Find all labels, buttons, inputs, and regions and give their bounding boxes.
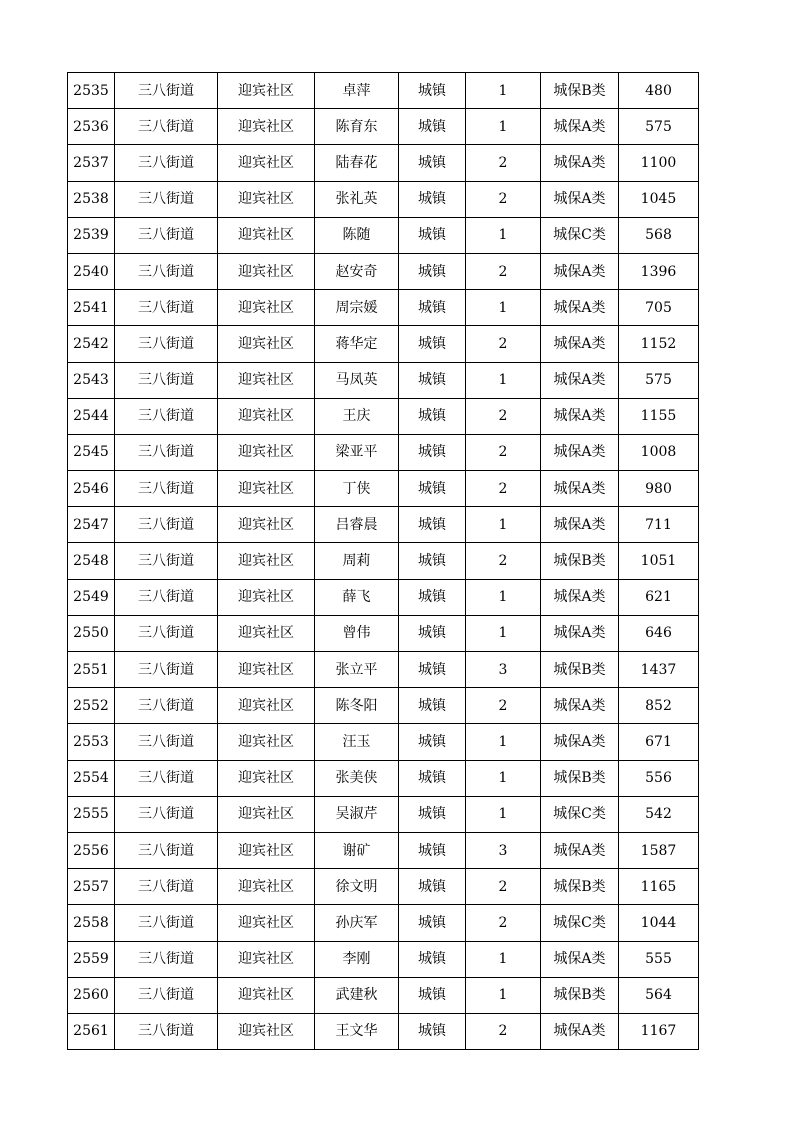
insurance-category-cell: 城保A类	[541, 253, 619, 289]
amount-cell: 1396	[619, 253, 699, 289]
member-count-cell: 3	[466, 832, 541, 868]
amount-cell: 852	[619, 688, 699, 724]
member-count-cell: 2	[466, 253, 541, 289]
street-cell: 三八街道	[115, 434, 218, 470]
household-type-cell: 城镇	[399, 869, 466, 905]
community-cell: 迎宾社区	[218, 724, 315, 760]
street-cell: 三八街道	[115, 977, 218, 1013]
roster-table-body	[68, 73, 699, 1050]
roster-table	[67, 72, 699, 1050]
amount-cell: 564	[619, 977, 699, 1013]
community-cell: 迎宾社区	[218, 1013, 315, 1049]
person-name-cell: 陈随	[315, 217, 399, 253]
street-cell: 三八街道	[115, 832, 218, 868]
insurance-category-cell: 城保C类	[541, 796, 619, 832]
serial-number-cell: 2541	[68, 290, 115, 326]
household-type-cell: 城镇	[399, 73, 466, 109]
member-count-cell: 1	[466, 796, 541, 832]
amount-cell: 575	[619, 109, 699, 145]
street-cell: 三八街道	[115, 579, 218, 615]
street-cell: 三八街道	[115, 869, 218, 905]
household-type-cell: 城镇	[399, 290, 466, 326]
community-cell: 迎宾社区	[218, 362, 315, 398]
member-count-cell: 1	[466, 941, 541, 977]
insurance-category-cell: 城保A类	[541, 181, 619, 217]
amount-cell: 1044	[619, 905, 699, 941]
member-count-cell: 2	[466, 471, 541, 507]
table-row	[68, 724, 699, 760]
person-name-cell: 卓萍	[315, 73, 399, 109]
street-cell: 三八街道	[115, 471, 218, 507]
person-name-cell: 张美侠	[315, 760, 399, 796]
street-cell: 三八街道	[115, 941, 218, 977]
table-row	[68, 869, 699, 905]
person-name-cell: 陈育东	[315, 109, 399, 145]
street-cell: 三八街道	[115, 109, 218, 145]
person-name-cell: 徐文明	[315, 869, 399, 905]
amount-cell: 568	[619, 217, 699, 253]
serial-number-cell: 2554	[68, 760, 115, 796]
insurance-category-cell: 城保A类	[541, 615, 619, 651]
serial-number-cell: 2561	[68, 1013, 115, 1049]
member-count-cell: 1	[466, 217, 541, 253]
table-row	[68, 145, 699, 181]
table-row	[68, 109, 699, 145]
amount-cell: 542	[619, 796, 699, 832]
household-type-cell: 城镇	[399, 977, 466, 1013]
insurance-category-cell: 城保B类	[541, 869, 619, 905]
serial-number-cell: 2545	[68, 434, 115, 470]
table-row	[68, 941, 699, 977]
street-cell: 三八街道	[115, 615, 218, 651]
household-type-cell: 城镇	[399, 543, 466, 579]
insurance-category-cell: 城保B类	[541, 760, 619, 796]
household-type-cell: 城镇	[399, 615, 466, 651]
person-name-cell: 孙庆军	[315, 905, 399, 941]
community-cell: 迎宾社区	[218, 507, 315, 543]
table-row	[68, 398, 699, 434]
household-type-cell: 城镇	[399, 760, 466, 796]
insurance-category-cell: 城保A类	[541, 579, 619, 615]
insurance-category-cell: 城保A类	[541, 398, 619, 434]
community-cell: 迎宾社区	[218, 905, 315, 941]
street-cell: 三八街道	[115, 253, 218, 289]
person-name-cell: 吕睿晨	[315, 507, 399, 543]
household-type-cell: 城镇	[399, 688, 466, 724]
household-type-cell: 城镇	[399, 362, 466, 398]
table-row	[68, 688, 699, 724]
person-name-cell: 陈冬阳	[315, 688, 399, 724]
insurance-category-cell: 城保B类	[541, 652, 619, 688]
community-cell: 迎宾社区	[218, 543, 315, 579]
amount-cell: 1165	[619, 869, 699, 905]
person-name-cell: 曾伟	[315, 615, 399, 651]
serial-number-cell: 2539	[68, 217, 115, 253]
amount-cell: 1051	[619, 543, 699, 579]
member-count-cell: 2	[466, 543, 541, 579]
amount-cell: 1587	[619, 832, 699, 868]
insurance-category-cell: 城保A类	[541, 434, 619, 470]
household-type-cell: 城镇	[399, 398, 466, 434]
amount-cell: 671	[619, 724, 699, 760]
member-count-cell: 3	[466, 652, 541, 688]
amount-cell: 575	[619, 362, 699, 398]
street-cell: 三八街道	[115, 326, 218, 362]
household-type-cell: 城镇	[399, 724, 466, 760]
household-type-cell: 城镇	[399, 109, 466, 145]
community-cell: 迎宾社区	[218, 73, 315, 109]
household-type-cell: 城镇	[399, 579, 466, 615]
member-count-cell: 2	[466, 1013, 541, 1049]
person-name-cell: 李刚	[315, 941, 399, 977]
community-cell: 迎宾社区	[218, 977, 315, 1013]
community-cell: 迎宾社区	[218, 471, 315, 507]
household-type-cell: 城镇	[399, 1013, 466, 1049]
street-cell: 三八街道	[115, 543, 218, 579]
insurance-category-cell: 城保A类	[541, 471, 619, 507]
community-cell: 迎宾社区	[218, 579, 315, 615]
person-name-cell: 梁亚平	[315, 434, 399, 470]
table-row	[68, 73, 699, 109]
street-cell: 三八街道	[115, 796, 218, 832]
household-type-cell: 城镇	[399, 832, 466, 868]
insurance-category-cell: 城保A类	[541, 724, 619, 760]
community-cell: 迎宾社区	[218, 181, 315, 217]
serial-number-cell: 2552	[68, 688, 115, 724]
person-name-cell: 陆春花	[315, 145, 399, 181]
household-type-cell: 城镇	[399, 434, 466, 470]
person-name-cell: 王庆	[315, 398, 399, 434]
community-cell: 迎宾社区	[218, 290, 315, 326]
roster-sheet	[67, 72, 698, 1050]
community-cell: 迎宾社区	[218, 253, 315, 289]
member-count-cell: 1	[466, 109, 541, 145]
street-cell: 三八街道	[115, 145, 218, 181]
amount-cell: 1152	[619, 326, 699, 362]
member-count-cell: 2	[466, 869, 541, 905]
amount-cell: 480	[619, 73, 699, 109]
serial-number-cell: 2558	[68, 905, 115, 941]
household-type-cell: 城镇	[399, 471, 466, 507]
table-row	[68, 471, 699, 507]
serial-number-cell: 2537	[68, 145, 115, 181]
amount-cell: 980	[619, 471, 699, 507]
table-row	[68, 362, 699, 398]
table-row	[68, 507, 699, 543]
table-row	[68, 1013, 699, 1049]
serial-number-cell: 2548	[68, 543, 115, 579]
table-row	[68, 290, 699, 326]
street-cell: 三八街道	[115, 1013, 218, 1049]
insurance-category-cell: 城保B类	[541, 977, 619, 1013]
household-type-cell: 城镇	[399, 796, 466, 832]
table-row	[68, 326, 699, 362]
serial-number-cell: 2555	[68, 796, 115, 832]
household-type-cell: 城镇	[399, 941, 466, 977]
serial-number-cell: 2549	[68, 579, 115, 615]
insurance-category-cell: 城保A类	[541, 145, 619, 181]
member-count-cell: 2	[466, 326, 541, 362]
member-count-cell: 1	[466, 724, 541, 760]
street-cell: 三八街道	[115, 362, 218, 398]
street-cell: 三八街道	[115, 905, 218, 941]
community-cell: 迎宾社区	[218, 109, 315, 145]
person-name-cell: 张立平	[315, 652, 399, 688]
person-name-cell: 薛飞	[315, 579, 399, 615]
amount-cell: 711	[619, 507, 699, 543]
insurance-category-cell: 城保A类	[541, 688, 619, 724]
amount-cell: 1100	[619, 145, 699, 181]
serial-number-cell: 2538	[68, 181, 115, 217]
table-row	[68, 253, 699, 289]
table-row	[68, 181, 699, 217]
insurance-category-cell: 城保C类	[541, 905, 619, 941]
community-cell: 迎宾社区	[218, 398, 315, 434]
member-count-cell: 1	[466, 760, 541, 796]
insurance-category-cell: 城保B类	[541, 543, 619, 579]
street-cell: 三八街道	[115, 507, 218, 543]
serial-number-cell: 2553	[68, 724, 115, 760]
table-row	[68, 543, 699, 579]
person-name-cell: 周宗媛	[315, 290, 399, 326]
table-row	[68, 652, 699, 688]
member-count-cell: 2	[466, 434, 541, 470]
serial-number-cell: 2560	[68, 977, 115, 1013]
person-name-cell: 马凤英	[315, 362, 399, 398]
insurance-category-cell: 城保C类	[541, 217, 619, 253]
table-row	[68, 579, 699, 615]
community-cell: 迎宾社区	[218, 217, 315, 253]
table-row	[68, 796, 699, 832]
insurance-category-cell: 城保A类	[541, 290, 619, 326]
insurance-category-cell: 城保B类	[541, 73, 619, 109]
serial-number-cell: 2542	[68, 326, 115, 362]
table-row	[68, 434, 699, 470]
community-cell: 迎宾社区	[218, 688, 315, 724]
insurance-category-cell: 城保A类	[541, 1013, 619, 1049]
household-type-cell: 城镇	[399, 217, 466, 253]
community-cell: 迎宾社区	[218, 145, 315, 181]
table-row	[68, 977, 699, 1013]
person-name-cell: 吴淑芹	[315, 796, 399, 832]
community-cell: 迎宾社区	[218, 832, 315, 868]
household-type-cell: 城镇	[399, 145, 466, 181]
community-cell: 迎宾社区	[218, 760, 315, 796]
amount-cell: 1008	[619, 434, 699, 470]
member-count-cell: 1	[466, 977, 541, 1013]
member-count-cell: 1	[466, 290, 541, 326]
serial-number-cell: 2547	[68, 507, 115, 543]
amount-cell: 556	[619, 760, 699, 796]
serial-number-cell: 2556	[68, 832, 115, 868]
amount-cell: 646	[619, 615, 699, 651]
street-cell: 三八街道	[115, 181, 218, 217]
serial-number-cell: 2544	[68, 398, 115, 434]
serial-number-cell: 2536	[68, 109, 115, 145]
table-row	[68, 615, 699, 651]
community-cell: 迎宾社区	[218, 652, 315, 688]
member-count-cell: 1	[466, 362, 541, 398]
person-name-cell: 周莉	[315, 543, 399, 579]
household-type-cell: 城镇	[399, 253, 466, 289]
amount-cell: 555	[619, 941, 699, 977]
insurance-category-cell: 城保A类	[541, 941, 619, 977]
serial-number-cell: 2540	[68, 253, 115, 289]
street-cell: 三八街道	[115, 724, 218, 760]
household-type-cell: 城镇	[399, 181, 466, 217]
serial-number-cell: 2543	[68, 362, 115, 398]
member-count-cell: 2	[466, 905, 541, 941]
insurance-category-cell: 城保A类	[541, 362, 619, 398]
insurance-category-cell: 城保A类	[541, 326, 619, 362]
insurance-category-cell: 城保A类	[541, 832, 619, 868]
insurance-category-cell: 城保A类	[541, 109, 619, 145]
community-cell: 迎宾社区	[218, 326, 315, 362]
household-type-cell: 城镇	[399, 652, 466, 688]
street-cell: 三八街道	[115, 398, 218, 434]
member-count-cell: 2	[466, 398, 541, 434]
serial-number-cell: 2535	[68, 73, 115, 109]
community-cell: 迎宾社区	[218, 869, 315, 905]
serial-number-cell: 2551	[68, 652, 115, 688]
amount-cell: 1437	[619, 652, 699, 688]
amount-cell: 621	[619, 579, 699, 615]
member-count-cell: 1	[466, 73, 541, 109]
household-type-cell: 城镇	[399, 507, 466, 543]
person-name-cell: 汪玉	[315, 724, 399, 760]
person-name-cell: 赵安奇	[315, 253, 399, 289]
person-name-cell: 武建秋	[315, 977, 399, 1013]
member-count-cell: 1	[466, 615, 541, 651]
table-row	[68, 760, 699, 796]
person-name-cell: 张礼英	[315, 181, 399, 217]
community-cell: 迎宾社区	[218, 615, 315, 651]
community-cell: 迎宾社区	[218, 941, 315, 977]
amount-cell: 1155	[619, 398, 699, 434]
serial-number-cell: 2546	[68, 471, 115, 507]
table-row	[68, 217, 699, 253]
street-cell: 三八街道	[115, 688, 218, 724]
table-row	[68, 905, 699, 941]
street-cell: 三八街道	[115, 290, 218, 326]
member-count-cell: 1	[466, 579, 541, 615]
serial-number-cell: 2559	[68, 941, 115, 977]
household-type-cell: 城镇	[399, 905, 466, 941]
amount-cell: 1167	[619, 1013, 699, 1049]
member-count-cell: 2	[466, 181, 541, 217]
person-name-cell: 王文华	[315, 1013, 399, 1049]
person-name-cell: 丁侠	[315, 471, 399, 507]
amount-cell: 1045	[619, 181, 699, 217]
street-cell: 三八街道	[115, 73, 218, 109]
serial-number-cell: 2557	[68, 869, 115, 905]
member-count-cell: 2	[466, 145, 541, 181]
serial-number-cell: 2550	[68, 615, 115, 651]
street-cell: 三八街道	[115, 217, 218, 253]
street-cell: 三八街道	[115, 760, 218, 796]
table-row	[68, 832, 699, 868]
person-name-cell: 蒋华定	[315, 326, 399, 362]
community-cell: 迎宾社区	[218, 434, 315, 470]
person-name-cell: 谢矿	[315, 832, 399, 868]
community-cell: 迎宾社区	[218, 796, 315, 832]
amount-cell: 705	[619, 290, 699, 326]
household-type-cell: 城镇	[399, 326, 466, 362]
member-count-cell: 1	[466, 507, 541, 543]
street-cell: 三八街道	[115, 652, 218, 688]
insurance-category-cell: 城保A类	[541, 507, 619, 543]
member-count-cell: 2	[466, 688, 541, 724]
